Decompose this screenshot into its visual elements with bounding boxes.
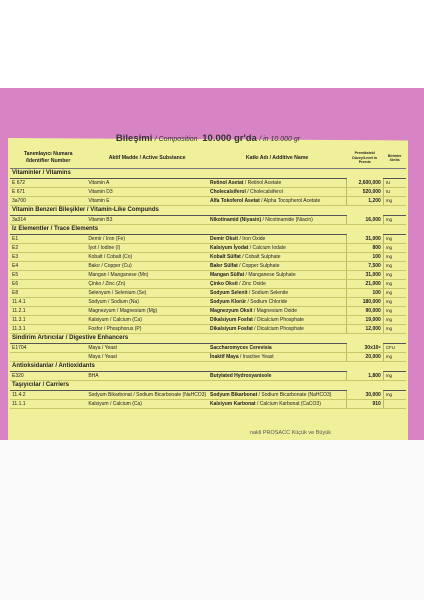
section-spacer bbox=[346, 362, 383, 372]
section-row bbox=[10, 334, 406, 344]
additive-cell bbox=[208, 271, 346, 280]
active-substance-cell: Vitamin D3 bbox=[86, 188, 208, 197]
additive-cell bbox=[208, 188, 346, 197]
identifier-cell: 11.4.2 bbox=[10, 391, 86, 400]
unit-cell: mg bbox=[383, 289, 406, 298]
section-spacer bbox=[383, 225, 406, 235]
additive-cell bbox=[208, 289, 346, 298]
additive-cell bbox=[208, 179, 346, 188]
additive-name-en: / Copper Sulphate bbox=[237, 263, 280, 269]
additive-name-en: / Nicotinamide (Niacin) bbox=[261, 217, 313, 223]
active-substance-cell: Vitamin B3 bbox=[86, 216, 208, 225]
table-header-row bbox=[10, 148, 406, 169]
identifier-cell: E320 bbox=[10, 372, 86, 381]
identifier-cell: 11.3.1 bbox=[10, 325, 86, 334]
unit-cell: mg bbox=[383, 280, 406, 289]
additive-cell bbox=[208, 325, 346, 334]
section-spacer bbox=[346, 381, 383, 391]
section-row bbox=[10, 206, 406, 216]
additive-cell bbox=[208, 353, 346, 362]
identifier-cell bbox=[10, 353, 86, 362]
title-amount-en: / in 10.000 gr bbox=[259, 136, 301, 143]
additive-cell bbox=[208, 344, 346, 353]
additive-name-tr: Mangan Sülfat bbox=[210, 272, 245, 278]
table-row bbox=[10, 298, 406, 307]
level-cell: 180,000 bbox=[346, 298, 383, 307]
table-row bbox=[10, 253, 406, 262]
level-cell: 7,500 bbox=[346, 262, 383, 271]
unit-cell: mg bbox=[383, 197, 406, 206]
level-cell: 100 bbox=[346, 253, 383, 262]
active-substance-cell: Maya / Yeast bbox=[86, 344, 208, 353]
additive-name-en: / Manganese Sulphate bbox=[244, 272, 296, 278]
active-substance-cell: Magnezyum / Magnesium (Mg) bbox=[86, 307, 208, 316]
identifier-cell: E2 bbox=[10, 244, 86, 253]
identifier-cell: E5 bbox=[10, 271, 86, 280]
unit-cell: mg bbox=[383, 244, 406, 253]
unit-cell: mg bbox=[383, 391, 406, 400]
header-active: Aktif Madde / Active Substance bbox=[86, 148, 208, 169]
additive-name-en: / Alpha Tocopherol Acetate bbox=[259, 198, 321, 204]
level-cell: 2,600,000 bbox=[346, 179, 383, 188]
identifier-cell: 11.1.1 bbox=[10, 400, 86, 409]
level-cell: 520,000 bbox=[346, 188, 383, 197]
unit-cell: mg bbox=[383, 271, 406, 280]
active-substance-cell: BHA bbox=[86, 372, 208, 381]
identifier-cell: E6 bbox=[10, 280, 86, 289]
additive-name-tr: Sodyum Klorür bbox=[210, 299, 247, 305]
table-body bbox=[10, 169, 406, 409]
table-row bbox=[10, 244, 406, 253]
additive-cell bbox=[208, 316, 346, 325]
additive-name-tr: Kobalt Sülfat bbox=[210, 254, 241, 260]
background-area bbox=[0, 440, 424, 600]
additive-cell bbox=[208, 298, 346, 307]
unit-cell bbox=[383, 400, 406, 409]
unit-cell: IU bbox=[383, 179, 406, 188]
active-substance-cell: Fosfor / Phosphorus (P) bbox=[86, 325, 208, 334]
additive-name-tr: Butylated Hydroxyanisole bbox=[210, 373, 272, 379]
level-cell: 31,000 bbox=[346, 235, 383, 244]
section-label: İz Elementler / Trace Elements bbox=[10, 225, 346, 235]
active-substance-cell: Selenyum / Selenium (Se) bbox=[86, 289, 208, 298]
additive-name-tr: Demir Oksit bbox=[210, 236, 239, 242]
identifier-cell: 3a700 bbox=[10, 197, 86, 206]
active-substance-cell: Mangan / Manganese (Mn) bbox=[86, 271, 208, 280]
active-substance-cell: Kobalt / Cobalt (Co) bbox=[86, 253, 208, 262]
additive-cell bbox=[208, 391, 346, 400]
unit-cell: mg bbox=[383, 298, 406, 307]
footer-label: nakli PROSACC Küçük ve Büyük bbox=[250, 430, 332, 436]
unit-cell: mg bbox=[383, 372, 406, 381]
section-spacer bbox=[383, 169, 406, 179]
level-cell: 1,800 bbox=[346, 372, 383, 381]
section-row bbox=[10, 225, 406, 235]
level-cell: 20,000 bbox=[346, 353, 383, 362]
level-cell: 31,000 bbox=[346, 271, 383, 280]
active-substance-cell: Çinko / Zinc (Zn) bbox=[86, 280, 208, 289]
level-cell: 90,000 bbox=[346, 307, 383, 316]
section-spacer bbox=[383, 334, 406, 344]
level-cell: 1,200 bbox=[346, 197, 383, 206]
level-cell: 910 bbox=[346, 400, 383, 409]
section-label: Vitamin Benzeri Bileşikler / Vitamin-Like Compunds bbox=[10, 206, 346, 216]
active-substance-cell: Bakır / Copper (Cu) bbox=[86, 262, 208, 271]
active-substance-cell: İyot / Iodine (I) bbox=[86, 244, 208, 253]
additive-cell bbox=[208, 307, 346, 316]
table-row bbox=[10, 262, 406, 271]
identifier-cell: E1704 bbox=[10, 344, 86, 353]
identifier-cell: 11.3.1 bbox=[10, 316, 86, 325]
additive-name-tr: Bakır Sülfat bbox=[210, 263, 238, 269]
unit-cell: IU bbox=[383, 188, 406, 197]
table-row bbox=[10, 307, 406, 316]
active-substance-cell: Sodyum Bikarbonat / Sodium Bicarbonate (NaHCO3) bbox=[88, 392, 207, 398]
additive-name-en: / Calcium Iodate bbox=[248, 245, 286, 251]
table-row bbox=[10, 391, 406, 400]
active-substance-cell: Sodyum / Sodium (Na) bbox=[86, 298, 208, 307]
section-row bbox=[10, 362, 406, 372]
section-label: Antioksidanlar / Antioxidants bbox=[10, 362, 346, 372]
additive-name-en: / Calcium Karbonat (CaCO3) bbox=[255, 401, 321, 407]
identifier-cell: 3a314 bbox=[10, 216, 86, 225]
additive-name-tr: Kalsiyum İyodat bbox=[210, 245, 249, 251]
additive-cell bbox=[208, 244, 346, 253]
unit-cell: mg bbox=[383, 216, 406, 225]
section-spacer bbox=[346, 169, 383, 179]
table-row bbox=[10, 344, 406, 353]
unit-cell: mg bbox=[383, 262, 406, 271]
table-row bbox=[10, 188, 406, 197]
table-row bbox=[10, 316, 406, 325]
active-substance-cell: Vitamin E bbox=[86, 197, 208, 206]
unit-cell: mg bbox=[383, 253, 406, 262]
table-row bbox=[10, 325, 406, 334]
table-row bbox=[10, 400, 406, 409]
table-row bbox=[10, 216, 406, 225]
additive-name-tr: Çinko Oksit bbox=[210, 281, 238, 287]
additive-cell bbox=[208, 197, 346, 206]
level-cell: 21,000 bbox=[346, 280, 383, 289]
additive-name-tr: Kalsiyum Karbonat bbox=[210, 401, 256, 407]
active-substance-cell: Vitamin A bbox=[86, 179, 208, 188]
level-cell: 12,000 bbox=[346, 325, 383, 334]
level-cell: 16,000 bbox=[346, 216, 383, 225]
section-row bbox=[10, 381, 406, 391]
header-unit: Birimler /Units bbox=[383, 148, 406, 169]
additive-cell bbox=[208, 400, 346, 409]
identifier-cell: E4 bbox=[10, 262, 86, 271]
section-row bbox=[10, 169, 406, 179]
level-cell: 100 bbox=[346, 289, 383, 298]
additive-name-tr: Dikalsiyum Fosfat bbox=[210, 317, 253, 323]
additive-name-en: / Dicalcium Phosphate bbox=[252, 317, 304, 323]
active-substance-cell: Kalsiyum / Calcium (Ca) bbox=[86, 400, 208, 409]
additive-name-en: / Cobalt Sulphate bbox=[240, 254, 281, 260]
section-label: Vitaminler / Vitamins bbox=[10, 169, 346, 179]
additive-name-tr: Magnezyum Oksit bbox=[210, 308, 253, 314]
additive-name-en: / Sodium Selenite bbox=[247, 290, 289, 296]
additive-name-en: / Zinc Oxide bbox=[237, 281, 266, 287]
unit-cell: mg bbox=[383, 316, 406, 325]
additive-name-en: / Sodium Bicarbonate (NaHCO3) bbox=[257, 392, 332, 398]
additive-name-en: / Inactive Yeast bbox=[238, 354, 274, 360]
section-spacer bbox=[346, 225, 383, 235]
additive-name-tr: Retinol Asetat bbox=[210, 180, 244, 186]
section-spacer bbox=[383, 206, 406, 216]
additive-cell bbox=[208, 235, 346, 244]
composition-table bbox=[10, 148, 406, 409]
level-cell: 30,000 bbox=[346, 391, 383, 400]
identifier-cell: E8 bbox=[10, 289, 86, 298]
identifier-cell: E 672 bbox=[10, 179, 86, 188]
table-row bbox=[10, 289, 406, 298]
additive-name-en: / Dicalcium Phosphate bbox=[252, 326, 304, 332]
table-row bbox=[10, 197, 406, 206]
unit-cell: mg bbox=[383, 307, 406, 316]
additive-cell bbox=[208, 262, 346, 271]
title-main: Bileşimi bbox=[115, 133, 153, 144]
table-row bbox=[10, 235, 406, 244]
footer-text bbox=[250, 430, 420, 440]
table-row bbox=[10, 271, 406, 280]
additive-cell bbox=[208, 280, 346, 289]
title-amount: 10.000 gr'da bbox=[202, 133, 257, 144]
section-label: Sindirim Artırıcılar / Digestive Enhancers bbox=[10, 334, 346, 344]
additive-name-en: / Cholecalsiferol bbox=[245, 189, 283, 195]
table-row bbox=[10, 280, 406, 289]
additive-name-tr: Dikalsiyum Fosfat bbox=[210, 326, 253, 332]
additive-name-en: / Magnesium Oxide bbox=[252, 308, 297, 314]
unit-cell: mg bbox=[383, 325, 406, 334]
level-cell: 19,000 bbox=[346, 316, 383, 325]
additive-name-tr: Nikotinamid (Niyasin) bbox=[210, 217, 262, 223]
additive-name-tr: Sodyum Bikarbonat bbox=[210, 392, 258, 398]
additive-cell bbox=[208, 216, 346, 225]
identifier-cell: 11.4.1 bbox=[10, 298, 86, 307]
section-spacer bbox=[383, 381, 406, 391]
level-cell: 800 bbox=[346, 244, 383, 253]
header-additive: Katkı Adı / Additive Name bbox=[208, 148, 346, 169]
header-level: Premikstekl Düzey/Level in Premix bbox=[346, 148, 383, 169]
table-row bbox=[10, 372, 406, 381]
level-cell: 30x10⁹ bbox=[346, 344, 383, 353]
additive-name-tr: Sodyum Selenit bbox=[210, 290, 248, 296]
additive-cell bbox=[208, 253, 346, 262]
section-spacer bbox=[346, 334, 383, 344]
table-row bbox=[10, 179, 406, 188]
additive-cell bbox=[208, 372, 346, 381]
active-substance-cell: Demir / Iron (Fe) bbox=[86, 235, 208, 244]
section-spacer bbox=[346, 206, 383, 216]
additive-name-en: / Retinol Acetate bbox=[243, 180, 282, 186]
header-id: Tanımlayıcı Numara /Identifier Number bbox=[10, 148, 86, 169]
unit-cell: mg bbox=[383, 353, 406, 362]
unit-cell: CFU bbox=[383, 344, 406, 353]
identifier-cell: E1 bbox=[10, 235, 86, 244]
additive-name-en: / Iron Oxide bbox=[238, 236, 266, 242]
additive-name-en: / Sodium Chloride bbox=[246, 299, 288, 305]
additive-name-tr: İnaktif Maya bbox=[210, 354, 239, 360]
identifier-cell: E 671 bbox=[10, 188, 86, 197]
identifier-cell: 11.2.1 bbox=[10, 307, 86, 316]
unit-cell: mg bbox=[383, 235, 406, 244]
additive-name-tr: Cholecalsiferol bbox=[210, 189, 246, 195]
section-label: Taşıyıcılar / Carriers bbox=[10, 381, 346, 391]
identifier-cell: E3 bbox=[10, 253, 86, 262]
title-composition: / Composition bbox=[154, 136, 198, 143]
active-substance-cell: Kalsiyum / Calcium (Ca) bbox=[86, 316, 208, 325]
section-spacer bbox=[383, 362, 406, 372]
active-substance-cell: Maya / Yeast bbox=[86, 353, 208, 362]
table-row bbox=[10, 353, 406, 362]
composition-title bbox=[8, 133, 408, 147]
additive-name-tr: Saccharomyces Cerevisia bbox=[210, 345, 272, 351]
additive-name-tr: Alfa Tokoferol Asetat bbox=[210, 198, 260, 204]
